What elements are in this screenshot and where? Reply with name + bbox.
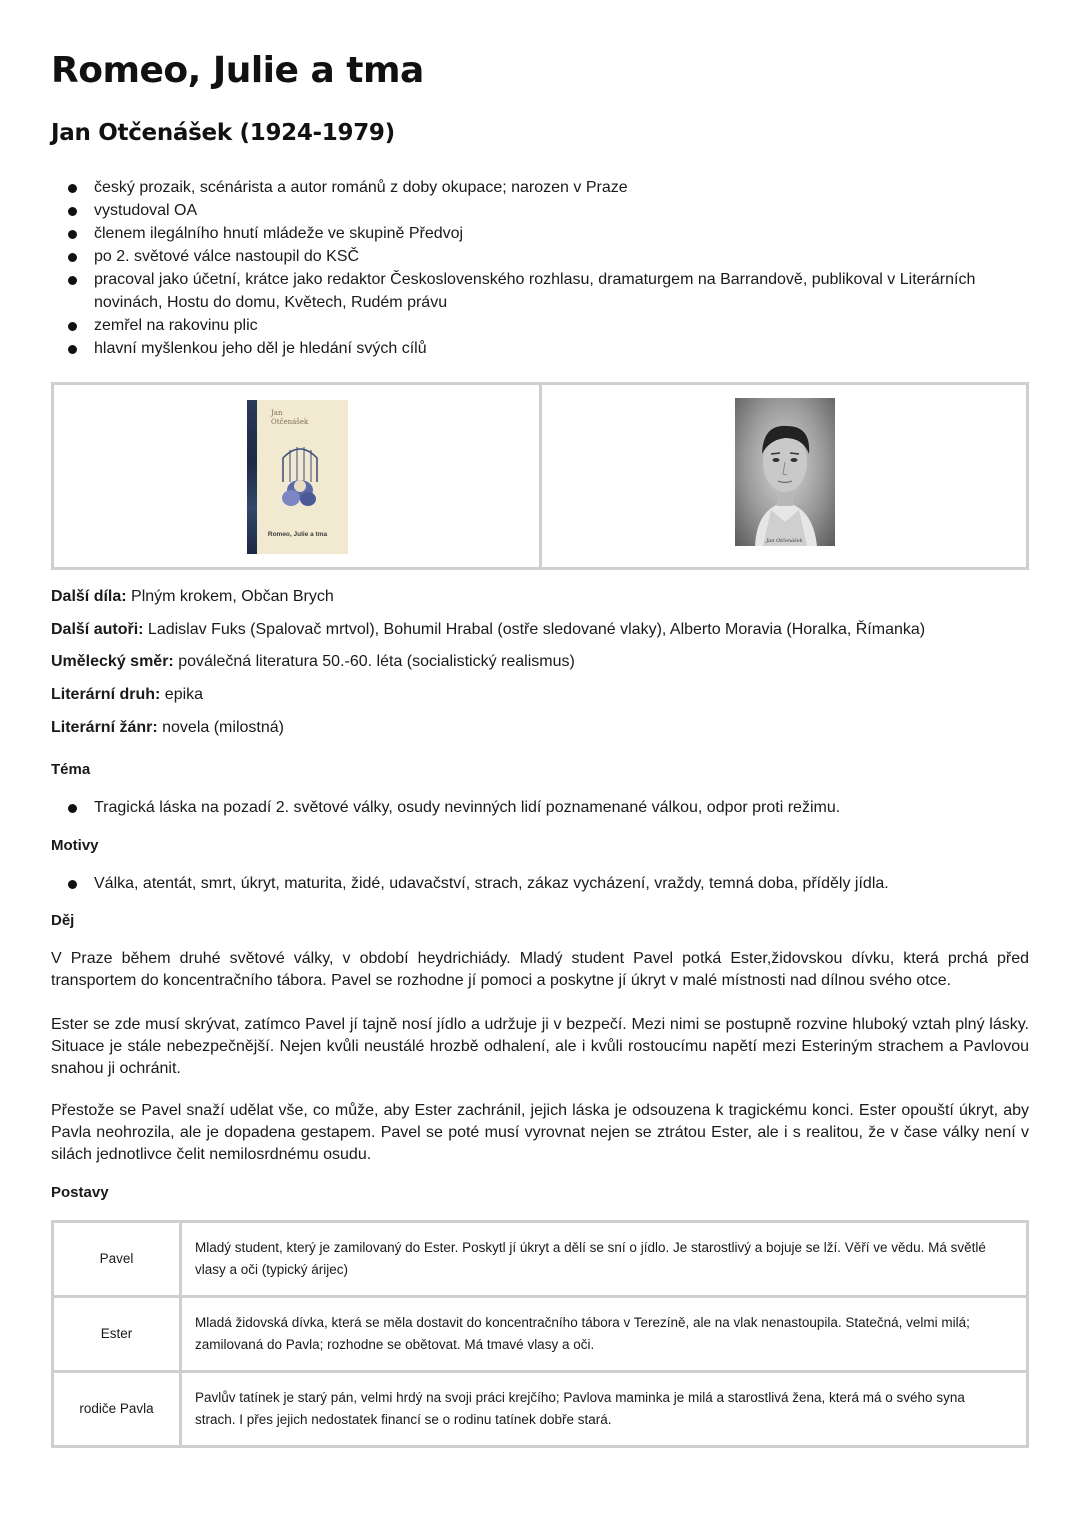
list-item: zemřel na rakovinu plic: [51, 314, 1029, 337]
character-name: rodiče Pavla: [53, 1372, 181, 1447]
list-item: Válka, atentát, smrt, úkryt, maturita, židé, udavačství, strach, zákaz vycházení, vraždy, temná doba, příděly jídla.: [51, 872, 1029, 895]
field-other-works: Další díla: Plným krokem, Občan Brych: [51, 588, 334, 605]
character-description: Pavlův tatínek je starý pán, velmi hrdý na svoji práci krejčího; Pavlova maminka je milá a starostlivá žena, která má o svého syna strach. I přes jejich nedostatek financí se o rodinu tatínek dobře stará.: [181, 1372, 1028, 1447]
image-table: [51, 382, 1029, 570]
list-item: hlavní myšlenkou jeho děl je hledání svých cílů: [51, 337, 1029, 360]
motifs-bullet-list: [51, 872, 1029, 895]
plot-paragraph: V Praze během druhé světové války, v období heydrichiády. Mladý student Pavel potká Ester,židovskou dívku, která prchá před transportem do koncentračního tábora. Pavel se rozhodne jí pomoci a poskytne jí úkryt v malé místnosti nad dílnou svého otce.: [51, 950, 1029, 989]
field-literary-genre: Literární žánr: novela (milostná): [51, 719, 284, 736]
list-item: Tragická láska na pozadí 2. světové války, osudy nevinných lidí poznamenané válkou, odpor proti režimu.: [51, 796, 1029, 819]
bullet-icon: [68, 880, 77, 889]
portrait-figure-icon: [735, 398, 835, 546]
theme-heading: Téma: [51, 761, 91, 778]
bullet-icon: [68, 322, 77, 331]
theme-bullet-list: [51, 796, 1029, 819]
portrait-signature: Jan Otčenášek: [766, 538, 803, 544]
table-row: [53, 1222, 1028, 1297]
image-cell-cover: [54, 385, 539, 567]
list-item: po 2. světové válce nastoupil do KSČ: [51, 245, 1029, 268]
birdcage-illustration-icon: [275, 442, 325, 512]
table-row: [53, 1297, 1028, 1372]
character-description: Mladý student, který je zamilovaný do Ester. Poskytl jí úkryt a dělí se sní o jídlo. Je starostlivý a bojuje se lží. Věří ve vědu. Má světlé vlasy a oči (typický árijec): [181, 1222, 1028, 1297]
bullet-icon: [68, 804, 77, 813]
bullet-icon: [68, 207, 77, 216]
character-name: Ester: [53, 1297, 181, 1372]
field-other-authors: Další autoři: Ladislav Fuks (Spalovač mrtvol), Bohumil Hrabal (ostře sledované vlaky), Alberto Moravia (Horalka, Římanka): [51, 621, 926, 638]
list-item: členem ilegálního hnutí mládeže ve skupině Předvoj: [51, 222, 1029, 245]
character-description: Mladá židovská dívka, která se měla dostavit do koncentračního tábora v Terezíně, ale na vlak nenastoupila. Statečná, velmi milá; zamilovaná do Pavla; rozhodne se obětovat. Má tmavé vlasy a oči.: [181, 1297, 1028, 1372]
characters-heading: Postavy: [51, 1184, 109, 1201]
author-heading: Jan Otčenášek (1924-1979): [51, 120, 395, 146]
cover-title: Romeo, Julie a tma: [267, 531, 328, 538]
characters-table: [51, 1220, 1029, 1448]
image-cell-portrait: [539, 385, 1027, 567]
bullet-icon: [68, 184, 77, 193]
plot-heading: Děj: [51, 912, 75, 929]
list-item: vystudoval OA: [51, 199, 1029, 222]
motifs-heading: Motivy: [51, 837, 99, 854]
bullet-icon: [68, 345, 77, 354]
character-name: Pavel: [53, 1222, 181, 1297]
plot-paragraph: Ester se zde musí skrývat, zatímco Pavel jí tajně nosí jídlo a udržuje ji v bezpečí. Mezi nimi se postupně rozvine hluboký vztah plný lásky. Situace je stále nebezpečnější. Nejen kvůli neustálé hrozbě odhalení, ale i kvůli rostoucímu napětí mezi Esteriným strachem a Pavlovou snahou ji ochránit.: [51, 1016, 1029, 1077]
list-item: pracoval jako účetní, krátce jako redaktor Československého rozhlasu, dramaturgem na Barrandově, publikoval v Literárních novinách, Hostu do domu, Květech, Rudém právu: [51, 268, 1029, 314]
document-title: Romeo, Julie a tma: [51, 50, 424, 91]
author-portrait-image: [735, 398, 835, 546]
bullet-icon: [68, 230, 77, 239]
list-item: český prozaik, scénárista a autor románů z doby okupace; narozen v Praze: [51, 176, 1029, 199]
plot-paragraph: Přestože se Pavel snaží udělat vše, co může, aby Ester zachránil, jejich láska je odsouzena k tragickému konci. Ester opouští úkryt, aby Pavla neohrozila, ale je dopadena gestapem. Pavel se poté musí vyrovnat nejen se ztrátou Ester, ale i s realitou, že v čase války není v silách jednotlivce čelit nemilosrdnému osudu.: [51, 1102, 1029, 1163]
table-row: [53, 1372, 1028, 1447]
bullet-icon: [68, 276, 77, 285]
field-literary-kind: Literární druh: epika: [51, 686, 204, 703]
cover-author: Jan Otčenášek: [271, 409, 309, 426]
book-cover-image: [247, 400, 348, 554]
bullet-icon: [68, 253, 77, 262]
field-art-movement: Umělecký směr: poválečná literatura 50.-60. léta (socialistický realismus): [51, 653, 575, 670]
author-bullet-list: [51, 176, 1029, 360]
